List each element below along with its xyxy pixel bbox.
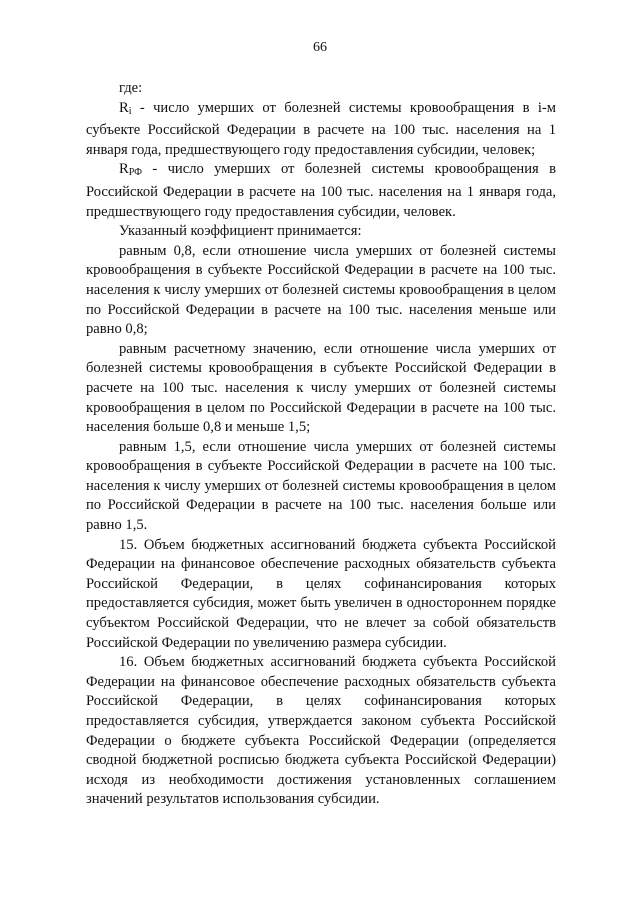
symbol-r: R: [119, 99, 129, 116]
paragraph-text: Указанный коэффициент принимается:: [119, 223, 362, 240]
paragraph-text: - число умерших от болезней системы кровообращения в i-м субъекте Российской Федерации в расчете на 100 тыс. населения на 1 января года, предшествующего году предоставления субсидии, человек;: [86, 99, 556, 158]
paragraph-ri-definition: [86, 99, 556, 161]
symbol-r: R: [119, 161, 129, 178]
symbol-subscript: РФ: [128, 167, 143, 179]
symbol-subscript: i: [128, 105, 132, 117]
paragraph-text: 16. Объем бюджетных ассигнований бюджета субъекта Российской Федерации на финансовое обеспечение расходных обязательств субъекта Российской Федерации, в целях софинансирования которых предоставляется субсидия, утверждается законом субъекта Российской Федерации о бюджете субъекта Российской Федерации (определяется сводной бюджетной росписью бюджета субъекта Российской Федерации) исходя из необходимости достижения установленных соглашением значений результатов использования субсидии.: [86, 654, 556, 808]
paragraph-text: равным 1,5, если отношение числа умерших от болезней системы кровообращения в субъекте Российской Федерации в расчете на 100 тыс. населения к числу умерших от болезней системы кровообращения в целом по Российской Федерации в расчете на 100 тыс. населения больше или равно 1,5.: [86, 438, 556, 534]
paragraph-text: где:: [119, 80, 143, 96]
paragraph-text: 15. Объем бюджетных ассигнований бюджета субъекта Российской Федерации на финансовое обеспечение расходных обязательств субъекта Российской Федерации, в целях софинансирования которых предоставляется субсидия, может быть увеличен в одностороннем порядке субъектом Российской Федерации, что не влечет за собой обязательств Российской Федерации по увеличению размера субсидии.: [86, 536, 556, 651]
paragraph-item-16: [86, 653, 556, 810]
paragraph-case-0-8: [86, 242, 556, 340]
paragraph-coefficient-intro: [86, 222, 556, 242]
paragraph-text: - число умерших от болезней системы кровообращения в Российской Федерации в расчете на 100 тыс. населения на 1 января года, предшествующего году предоставления субсидии, человек.: [86, 161, 556, 220]
paragraph-case-calculated: [86, 340, 556, 438]
paragraph-rrf-definition: [86, 160, 556, 222]
paragraph-item-15: [86, 536, 556, 654]
paragraph-text: равным 0,8, если отношение числа умерших от болезней системы кровообращения в субъекте Российской Федерации в расчете на 100 тыс. населения к числу умерших от болезней системы кровообращения в целом по Российской Федерации в расчете на 100 тыс. населения меньше или равно 0,8;: [86, 242, 556, 338]
paragraph-where: [86, 79, 556, 99]
page-number: 66: [313, 40, 327, 55]
document-body: [86, 79, 556, 810]
paragraph-case-1-5: [86, 438, 556, 536]
paragraph-text: равным расчетному значению, если отношение числа умерших от болезней системы кровообращения в субъекте Российской Федерации в расчете на 100 тыс. населения к числу умерших от болезней системы кровообращения в целом по Российской Федерации в расчете на 100 тыс. населения больше 0,8 и меньше 1,5;: [86, 340, 556, 436]
